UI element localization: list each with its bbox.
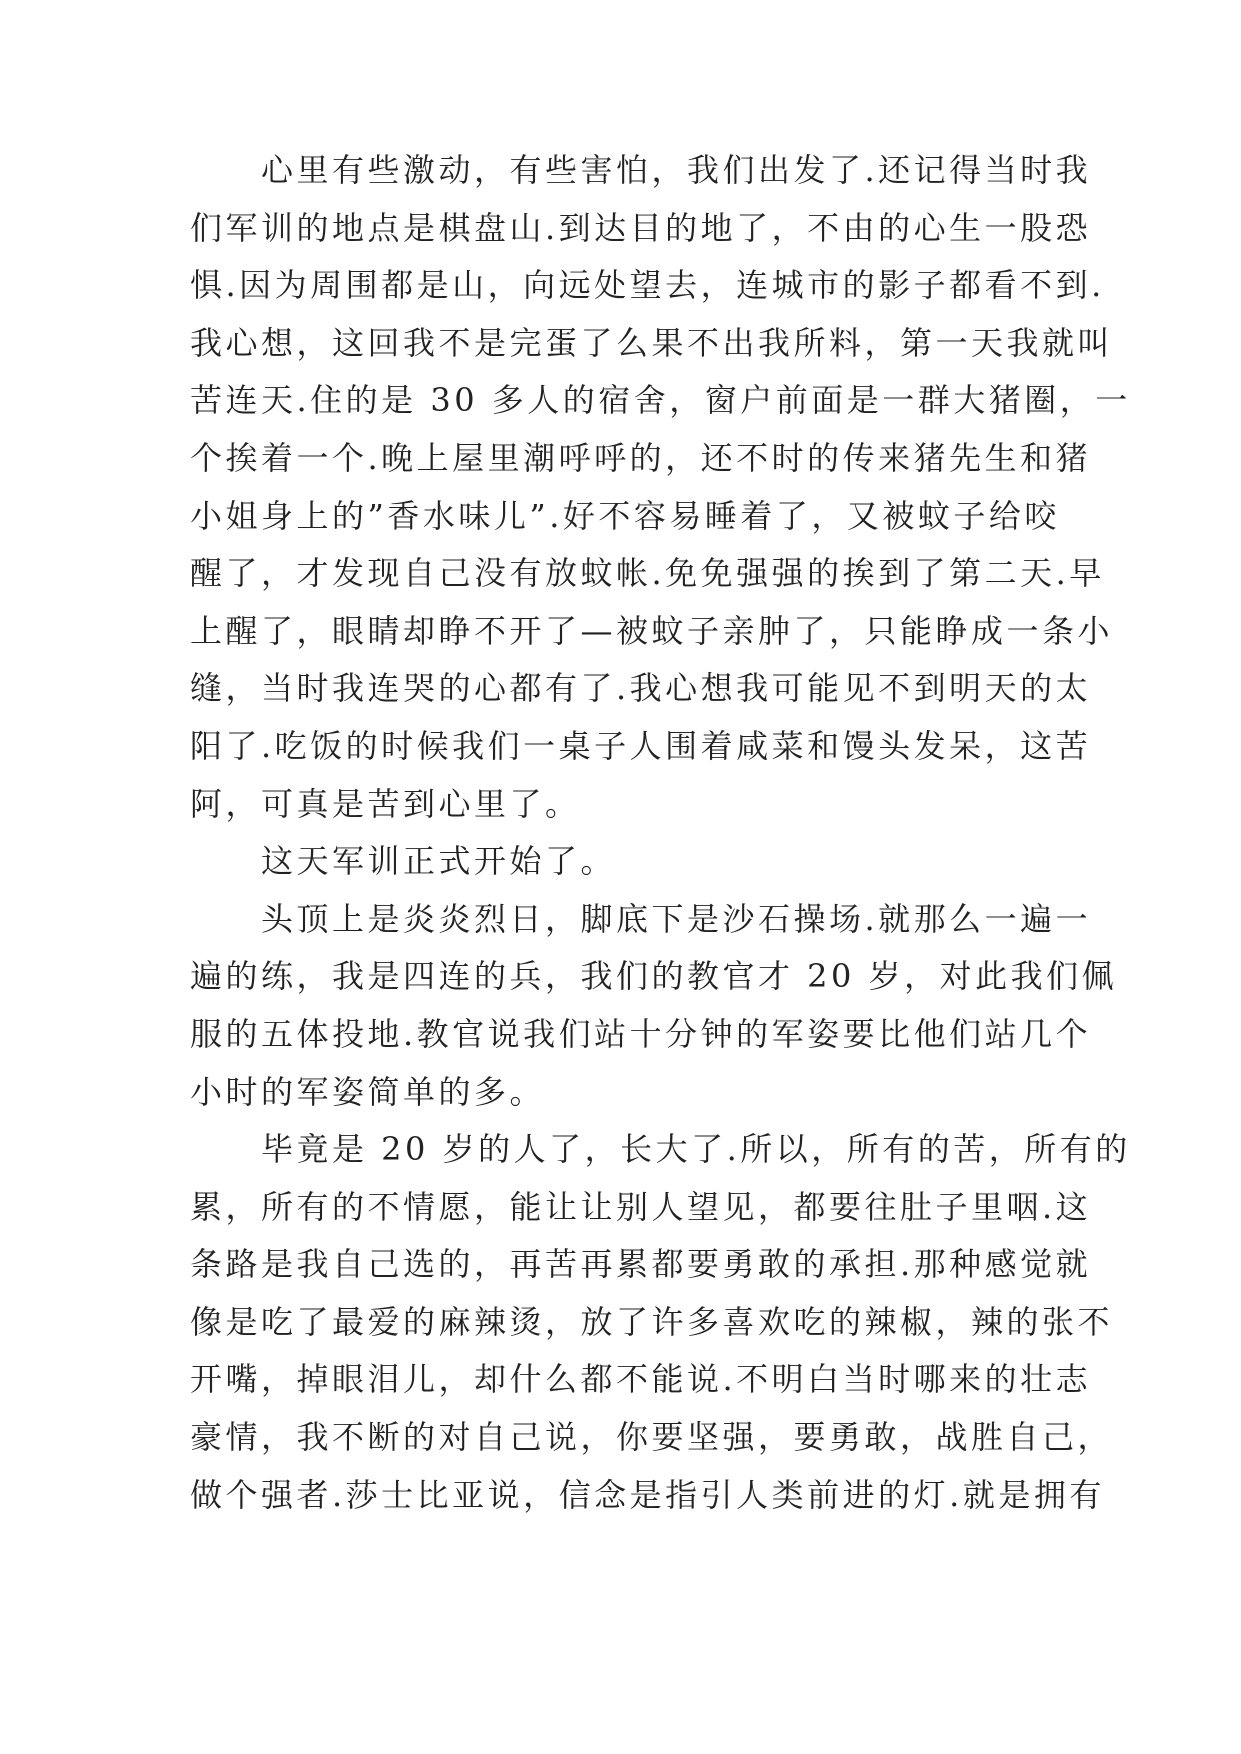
text-line: 醒了，才发现自己没有放蚊帐.免免强强的挨到了第二天.早: [190, 554, 1105, 593]
text-line: 服的五体投地.教官说我们站十分钟的军姿要比他们站几个: [190, 1014, 1092, 1053]
text-line: 我心想，这回我不是完蛋了么果不出我所料，第一天我就叫: [190, 323, 1114, 362]
text-line: 小姐身上的”香水味儿”.好不容易睡着了，又被蚊子给咬: [190, 496, 1060, 535]
text-line: 小时的军姿简单的多。: [190, 1072, 546, 1111]
text-line: 个挨着一个.晚上屋里潮呼呼的，还不时的传来猪先生和猪: [190, 438, 1092, 477]
text-line: 们军训的地点是棋盘山.到达目的地了，不由的心生一股恐: [190, 208, 1092, 247]
text-line: 累，所有的不情愿，能让让别人望见，都要往肚子里咽.这: [190, 1187, 1092, 1226]
text-line: 阿，可真是苦到心里了。: [190, 784, 581, 823]
text-line: 做个强者.莎士比亚说，信念是指引人类前进的灯.就是拥有: [190, 1475, 1105, 1514]
text-line: 阳了.吃饭的时候我们一桌子人围着咸菜和馒头发呆，这苦: [190, 726, 1092, 765]
text-line: 开嘴，掉眼泪儿，却什么都不能说.不明白当时哪来的壮志: [190, 1360, 1092, 1399]
text-line: 豪情，我不断的对自己说，你要坚强，要勇敢，战胜自己，: [190, 1418, 1114, 1457]
document-body: [190, 142, 1131, 1524]
text-line: 头顶上是炎炎烈日，脚底下是沙石操场.就那么一遍一: [190, 899, 1092, 938]
text-line: 缝，当时我连哭的心都有了.我心想我可能见不到明天的太: [190, 669, 1092, 708]
text-line: 条路是我自己选的，再苦再累都要勇敢的承担.那种感觉就: [190, 1245, 1092, 1284]
text-line: 上醒了，眼睛却睁不开了—被蚊子亲肿了，只能睁成一条小: [190, 611, 1114, 650]
text-line: 毕竟是 20 岁的人了，长大了.所以，所有的苦，所有的: [190, 1130, 1131, 1169]
text-line: 遍的练，我是四连的兵，我们的教官才 20 岁，对此我们佩: [190, 957, 1118, 996]
text-line: 心里有些激动，有些害怕，我们出发了.还记得当时我: [190, 151, 1092, 189]
text-line: 惧.因为周围都是山，向远处望去，连城市的影子都看不到.: [190, 266, 1105, 305]
text-line: 像是吃了最爱的麻辣烫，放了许多喜欢吃的辣椒，辣的张不: [190, 1302, 1114, 1341]
text-line: 这天军训正式开始了。: [190, 842, 617, 881]
text-line: 苦连天.住的是 30 多人的宿舍，窗户前面是一群大猪圈，一: [190, 381, 1131, 420]
